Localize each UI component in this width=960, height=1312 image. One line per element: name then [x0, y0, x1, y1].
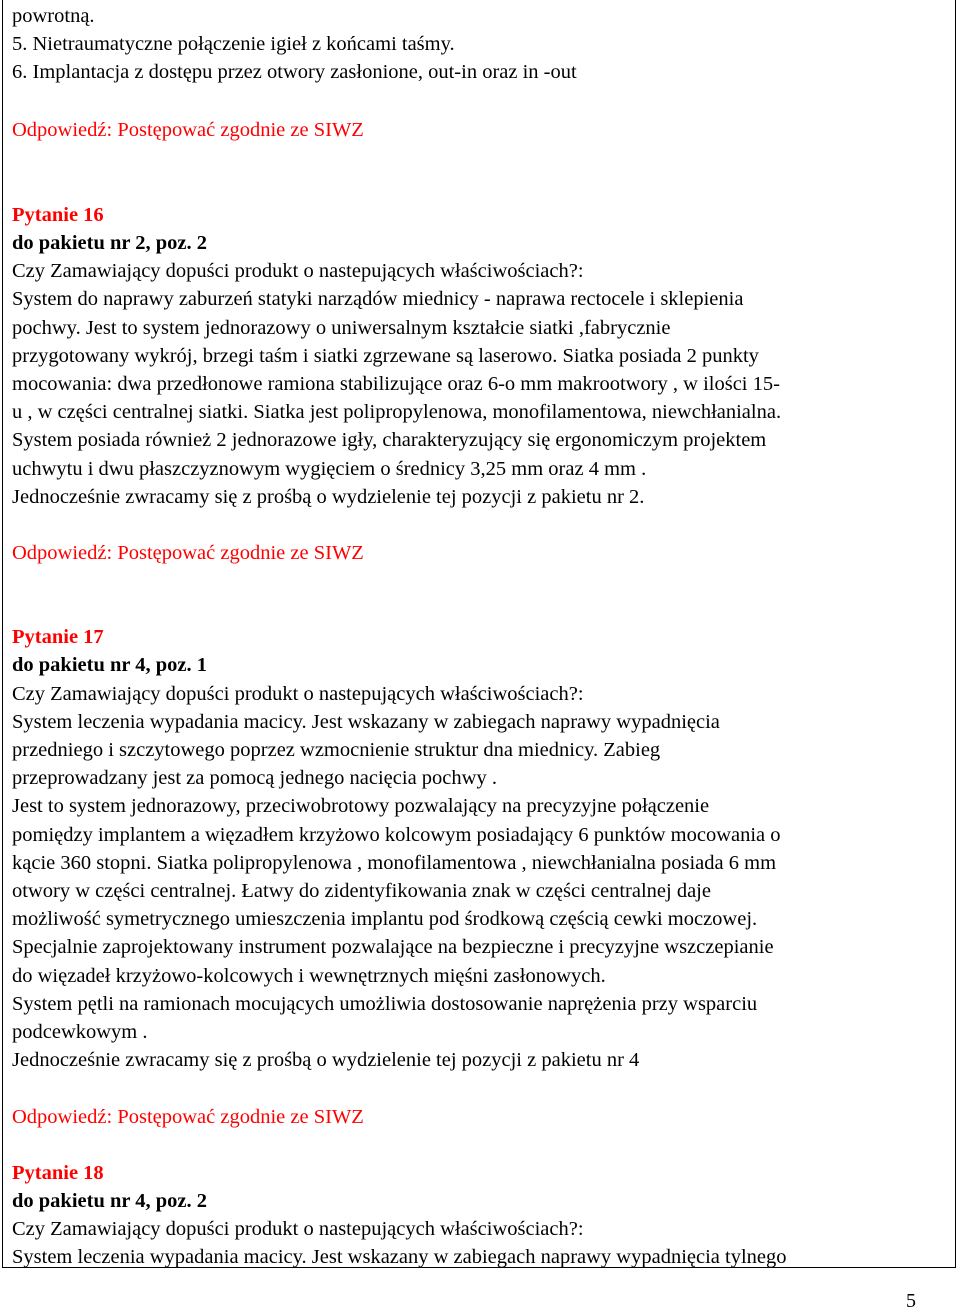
question-line: Czy Zamawiający dopuści produkt o nastepujących właściwościach?:	[12, 682, 584, 705]
question-line: pochwy. Jest to system jednorazowy o uniwersalnym kształcie siatki ,fabrycznie	[12, 316, 671, 339]
question-line: podcewkowym .	[12, 1021, 148, 1044]
spacer	[12, 87, 948, 116]
question-line: Specjalnie zaprojektowany instrument pozwalające na bezpieczne i precyzyjne wszczepianie	[12, 936, 774, 959]
answer-line: Odpowiedź: Postępować zgodnie ze SIWZ	[12, 118, 364, 141]
question-package: do pakietu nr 2, poz. 2	[12, 232, 207, 255]
question-line: Jednocześnie zwracamy się z prośbą o wydzielenie tej pozycji z pakietu nr 2.	[12, 485, 645, 508]
question-line: System leczenia wypadania macicy. Jest wskazany w zabiegach naprawy wypadnięcia tylnego	[12, 1246, 787, 1269]
spacer	[12, 1075, 948, 1103]
answer-line: Odpowiedź: Postępować zgodnie ze SIWZ	[12, 1105, 364, 1128]
intro-line: 5. Nietraumatyczne połączenie igieł z końcami taśmy.	[12, 33, 455, 56]
question-line: do więzadeł krzyżowo-kolcowych i wewnętrznych mięśni zasłonowych.	[12, 964, 606, 987]
question-line: mocowania: dwa przedłonowe ramiona stabilizujące oraz 6-o mm makrootwory , w ilości 15-	[12, 373, 780, 396]
page-number: 5	[906, 1290, 916, 1312]
question-line: System leczenia wypadania macicy. Jest wskazany w zabiegach naprawy wypadnięcia	[12, 710, 720, 733]
question-line: System pętli na ramionach mocujących umożliwia dostosowanie naprężenia przy wsparciu	[12, 992, 758, 1015]
question-package: do pakietu nr 4, poz. 2	[12, 1189, 207, 1212]
document-body	[12, 2, 948, 1272]
question-line: przeprowadzany jest za pomocą jednego nacięcia pochwy .	[12, 767, 497, 790]
spacer	[12, 567, 948, 623]
question-title: Pytanie 16	[12, 203, 104, 226]
question-line: System posiada również 2 jednorazowe igły, charakteryzujący się ergonomiczym projektem	[12, 429, 767, 452]
question-title: Pytanie 18	[12, 1161, 104, 1184]
question-line: Jest to system jednorazowy, przeciwobrotowy pozwalający na precyzyjne połączenie	[12, 795, 710, 818]
question-title: Pytanie 17	[12, 626, 104, 649]
question-line: Czy Zamawiający dopuści produkt o nastepujących właściwościach?:	[12, 260, 584, 283]
question-line: u , w części centralnej siatki. Siatka jest polipropylenowa, monofilamentowa, niewchłanialna.	[12, 401, 782, 424]
question-line: Jednocześnie zwracamy się z prośbą o wydzielenie tej pozycji z pakietu nr 4	[12, 1049, 640, 1072]
question-line: kącie 360 stopni. Siatka polipropylenowa , monofilamentowa , niewchłanialna posiada 6 mm	[12, 851, 777, 874]
question-package: do pakietu nr 4, poz. 1	[12, 654, 207, 677]
question-line: uchwytu i dwu płaszczyznowym wygięciem o średnicy 3,25 mm oraz 4 mm .	[12, 457, 647, 480]
question-line: otwory w części centralnej. Łatwy do zidentyfikowania znak w części centralnej daje	[12, 880, 711, 903]
intro-line: powrotną.	[12, 5, 95, 27]
answer-line: Odpowiedź: Postępować zgodnie ze SIWZ	[12, 542, 364, 565]
question-line: Czy Zamawiający dopuści produkt o nastepujących właściwościach?:	[12, 1218, 584, 1241]
spacer	[12, 1131, 948, 1159]
spacer	[12, 511, 948, 539]
intro-line: 6. Implantacja z dostępu przez otwory zasłonione, out-in oraz in -out	[12, 61, 577, 84]
question-line: pomiędzy implantem a więzadłem krzyżowo kolcowym posiadający 6 punktów mocowania o	[12, 823, 781, 846]
question-line: przygotowany wykrój, brzegi taśm i siatki zgrzewane są laserowo. Siatka posiada 2 punkty	[12, 344, 759, 367]
question-line: System do naprawy zaburzeń statyki narządów miednicy - naprawa rectocele i sklepienia	[12, 288, 744, 311]
question-line: przedniego i szczytowego poprzez wzmocnienie struktur dna miednicy. Zabieg	[12, 739, 661, 762]
question-line: możliwość symetrycznego umieszczenia implantu pod środkową częścią cewki moczowej.	[12, 908, 758, 931]
spacer	[12, 144, 948, 201]
